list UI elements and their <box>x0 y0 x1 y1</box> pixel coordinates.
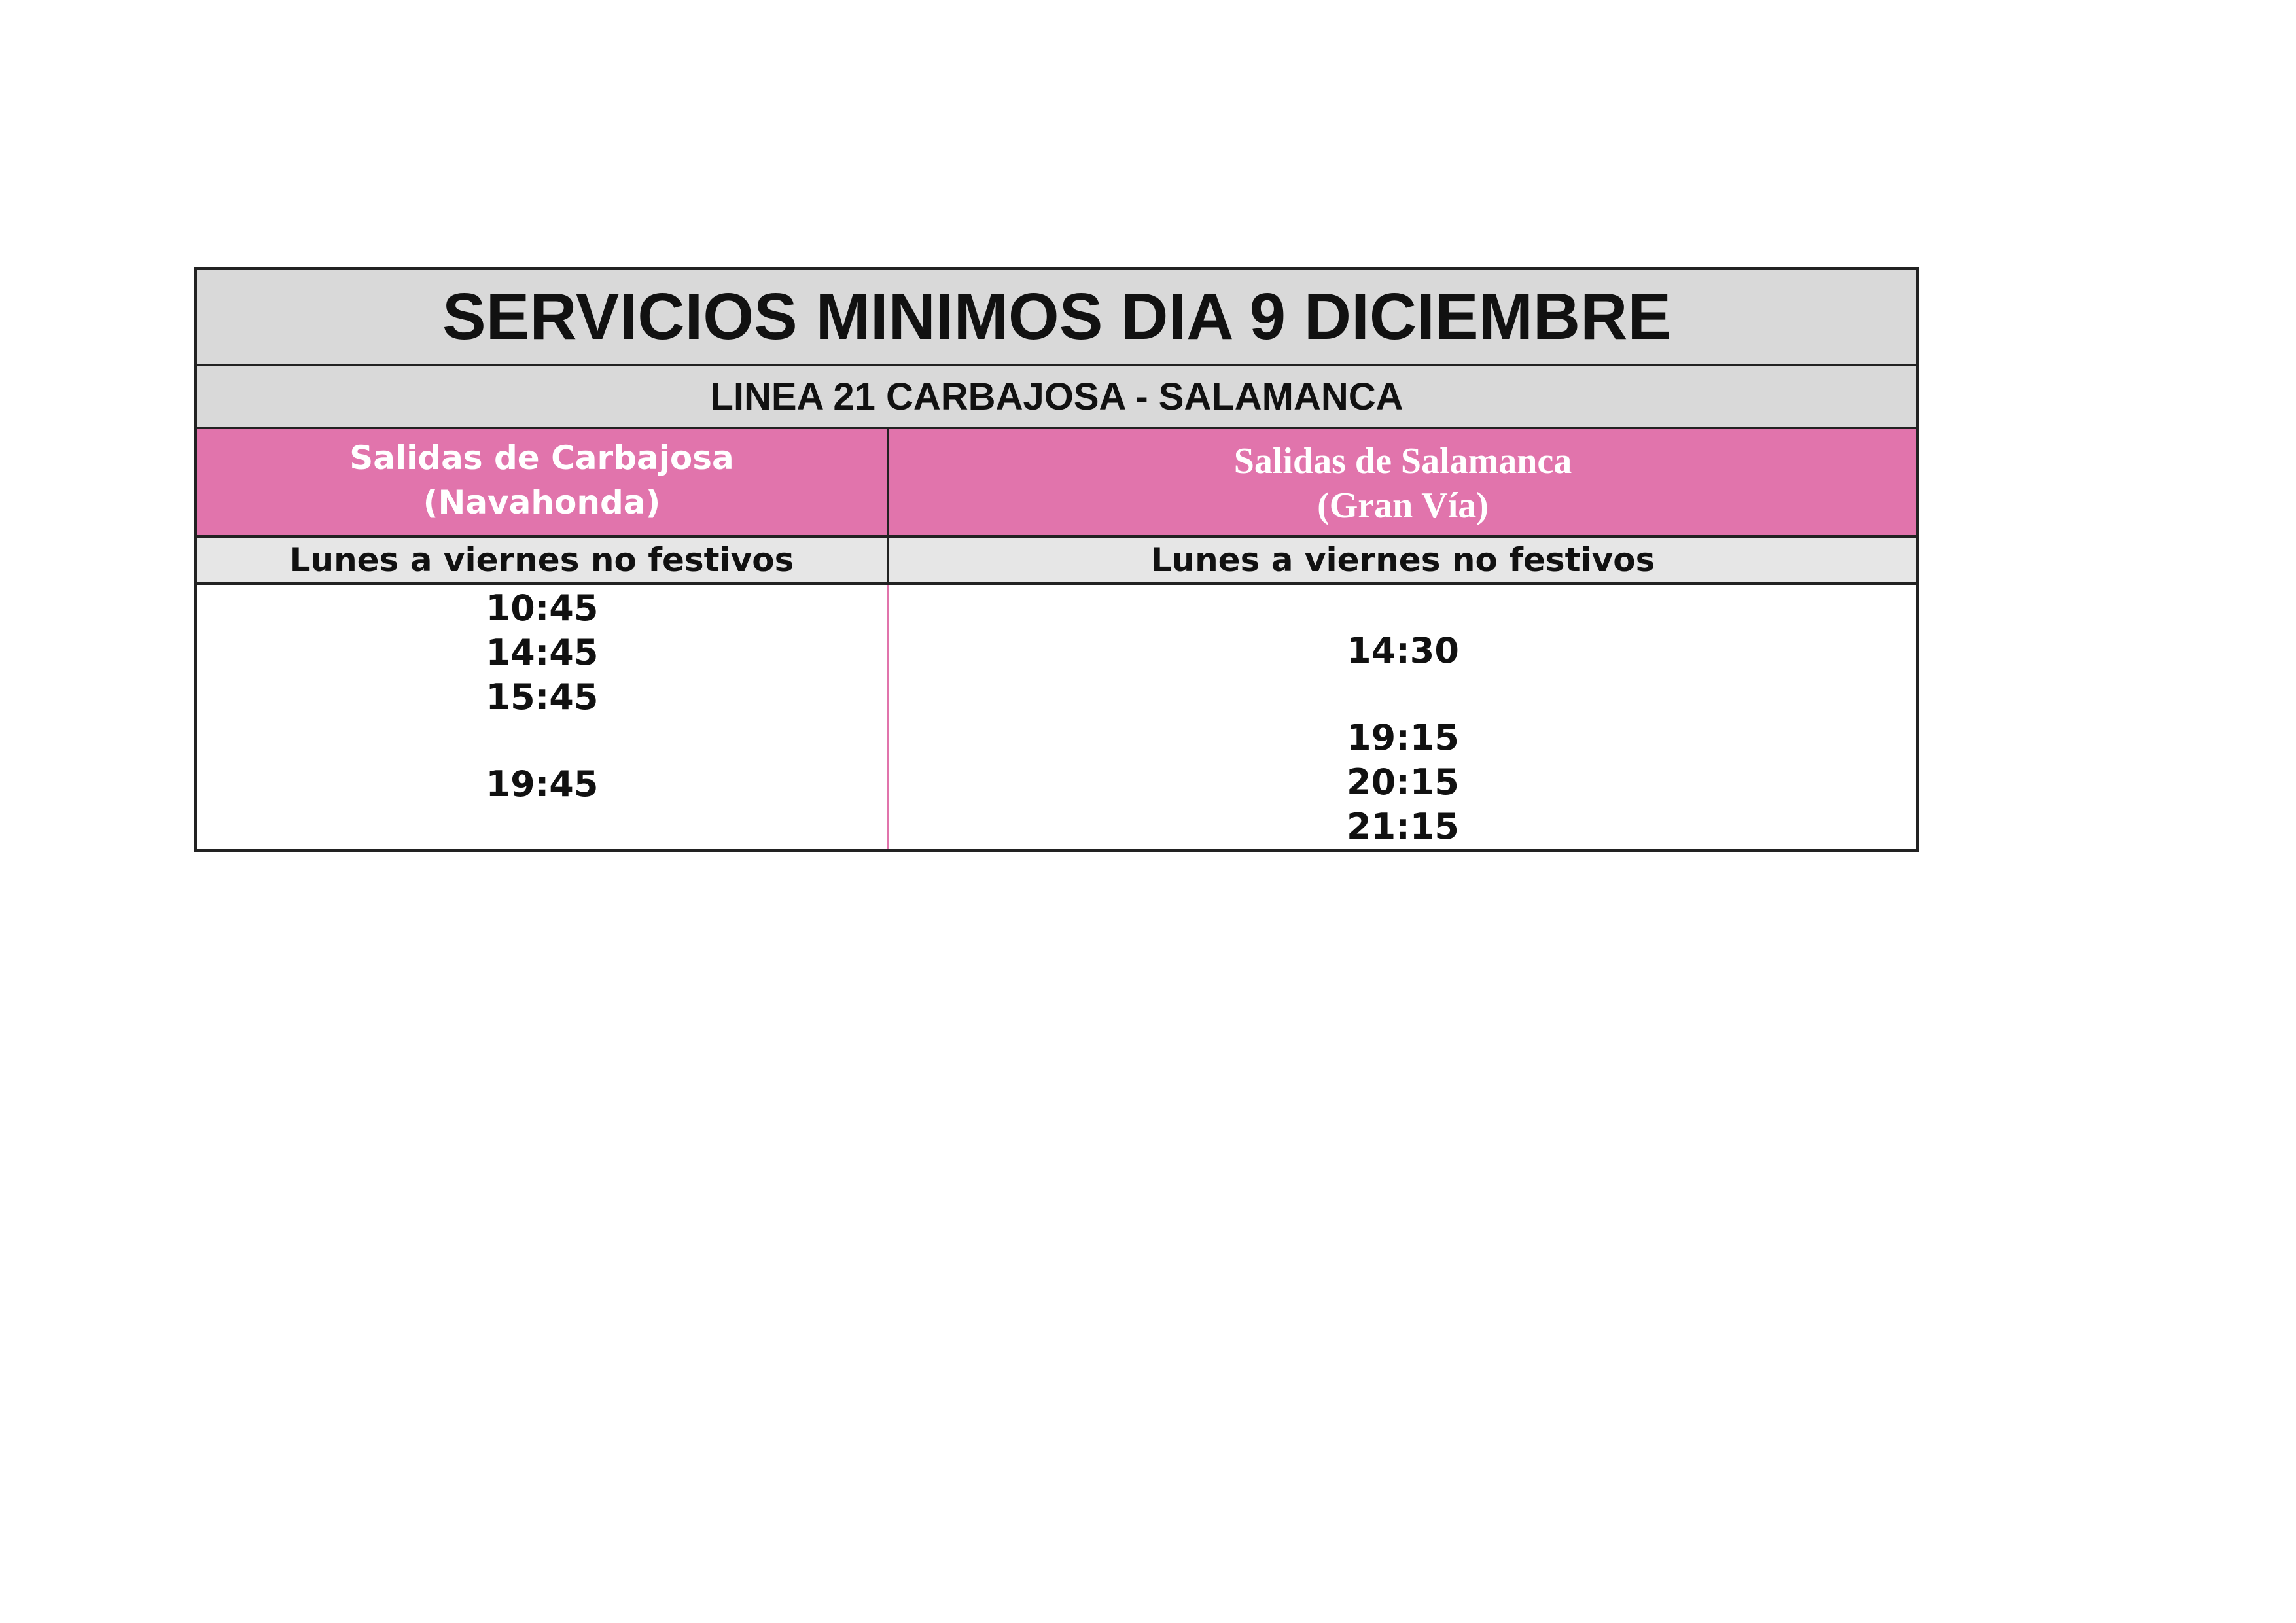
line-bar <box>197 366 1916 429</box>
departures-header-carbajosa <box>197 429 889 535</box>
departure-time: 10:45 <box>486 587 599 629</box>
stop-label-carbajosa: (Navahonda) <box>423 483 661 521</box>
timetable <box>194 267 1919 852</box>
departure-time: 19:15 <box>1347 717 1459 758</box>
stop-label-salamanca: (Gran Vía) <box>1317 485 1489 526</box>
departures-header-salamanca <box>889 429 1916 535</box>
service-days-salamanca: Lunes a viernes no festivos <box>1150 541 1655 579</box>
departure-time: 14:30 <box>1347 630 1459 671</box>
times-list-carbajosa <box>197 585 889 849</box>
times-list-salamanca <box>889 585 1916 849</box>
departure-times-row <box>197 585 1916 849</box>
origin-label-salamanca: Salidas de Salamanca <box>1233 441 1572 481</box>
departures-header-row <box>197 429 1916 538</box>
line-name: LINEA 21 CARBAJOSA - SALAMANCA <box>710 375 1404 418</box>
departure-time: 14:45 <box>486 632 599 673</box>
departure-time: 19:45 <box>486 763 599 805</box>
origin-label-carbajosa: Salidas de Carbajosa <box>349 439 734 477</box>
departure-time: 20:15 <box>1347 761 1459 803</box>
service-days-row <box>197 538 1916 585</box>
departure-time: 15:45 <box>486 676 599 718</box>
title-bar <box>197 270 1916 366</box>
timetable-title: SERVICIOS MINIMOS DIA 9 DICIEMBRE <box>442 279 1672 353</box>
service-days-carbajosa: Lunes a viernes no festivos <box>197 538 889 582</box>
departure-time: 21:15 <box>1347 806 1459 847</box>
